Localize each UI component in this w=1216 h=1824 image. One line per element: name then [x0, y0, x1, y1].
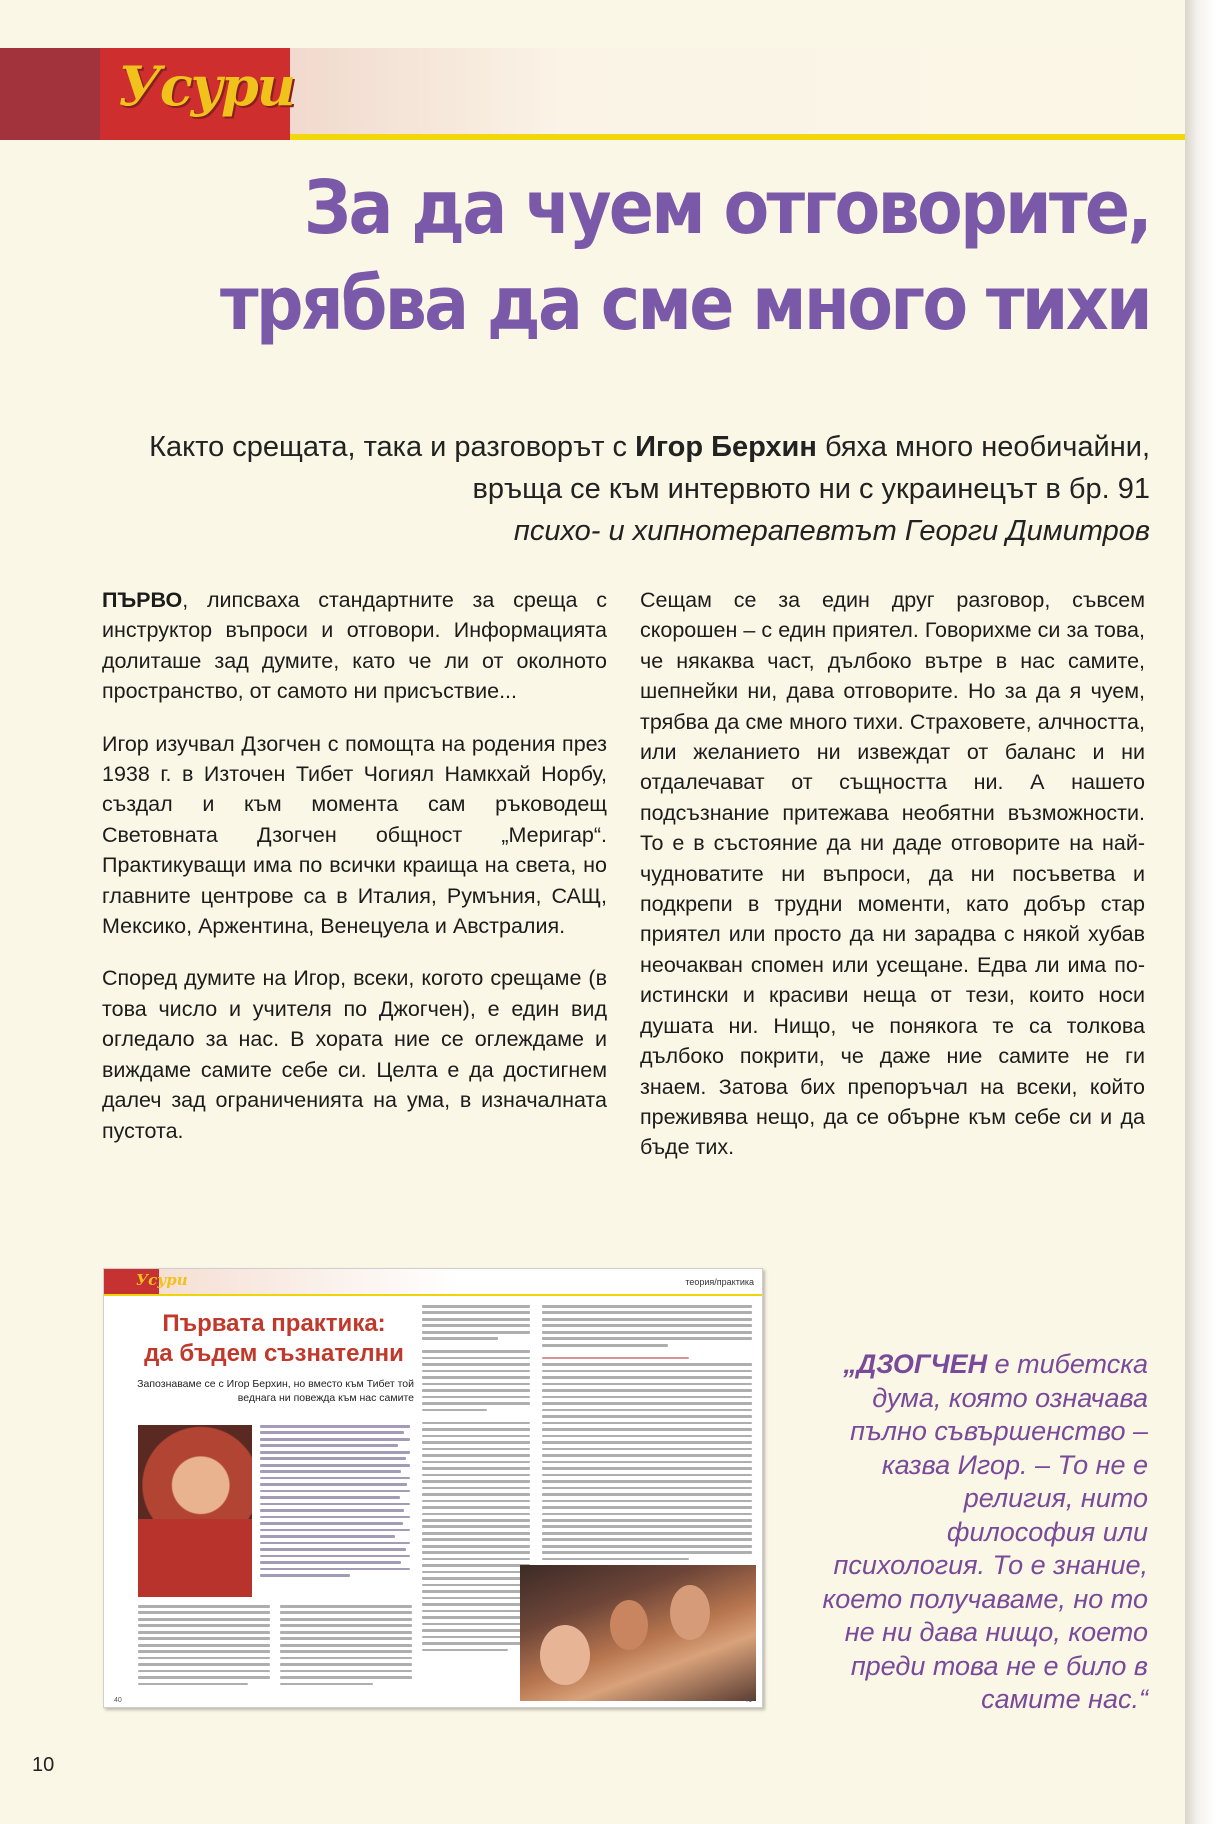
- spread-page-number-right: 41: [744, 1697, 752, 1704]
- paragraph: ПЪРВО, липсваха стандартните за среща с инструктор въпроси и отговори. Информацията долиташе зад думите, като че ли от околното пространство, от самото ни присъствие...: [102, 588, 607, 704]
- body-column-right: [640, 585, 1145, 1185]
- pull-quote: „ДЗОГЧЕН е тибетска дума, която означава пълно съвършенство – казва Игор. – То не е религия, нито философия или психология. То е знание, което получаваме, но то не ни дава нищо, което преди това не е било в самите нас.“: [822, 1349, 1148, 1714]
- group-photo: [520, 1565, 756, 1701]
- subtitle-author: психо- и хипнотерапевтът Георги Димитров: [513, 515, 1150, 547]
- spread-header-bar: [104, 1269, 762, 1295]
- embedded-magazine-spread-image: [103, 1268, 763, 1708]
- page-number: 10: [32, 1754, 55, 1776]
- paragraph: Според думите на Игор, всеки, когото срещаме (в това число и учителя по Джогчен), е един вид огледало за нас. В хората ние се оглеждаме и виждаме самите себе си. Целта е да достигнем далеч зад ограниченията на ума, в изначалната пустота.: [102, 966, 607, 1143]
- spread-section-tag: теория/практика: [685, 1277, 754, 1287]
- article-subtitle: Както срещата, така и разговорът с Игор Берхин бяха много необичайни, връща се към интервюто ни с украинецът в бр. 91 психо- и хипнотерапевтът Георги Димитров: [149, 431, 1150, 547]
- title-line-1: За да чуем отговорите,: [303, 165, 1150, 251]
- article-title: [205, 160, 1150, 352]
- page-edge: [1185, 0, 1216, 1824]
- section-logo: Усури: [118, 54, 295, 118]
- subtitle-name: Игор Берхин: [635, 431, 817, 463]
- spread-subtitle: Запознаваме се с Игор Берхин, но вместо към Тибет той веднага ни повежда към нас самите: [137, 1378, 414, 1404]
- spread-logo: Усури: [136, 1271, 188, 1289]
- body-column-left: [102, 585, 607, 1168]
- title-line-2: трябва да сме много тихи: [219, 261, 1150, 347]
- spread-title: Първата практика: да бъдем съзнателни: [144, 1310, 404, 1367]
- spread-column: [542, 1305, 752, 1555]
- paragraph: Игор изучвал Дзогчен с помощта на родения през 1938 г. в Източен Тибет Чогиял Намкхай Норбу, създал и към момента сам ръководещ Световната Дзогчен общност „Меригар“. Практикуващи има по всички краища на света, но главните центрове са в Италия, Румъния, САЩ, Мексико, Аржентина, Венецуела и Австралия.: [102, 731, 607, 939]
- paragraph: Сещам се за един друг разговор, съвсем скорошен – с един приятел. Говорихме си за това, че някаква част, дълбоко вътре в нас самите, шепнейки ни, дава отговорите. Но за да я чуем, трябва да сме много тихи. Страховете, алчността, или желанието ни извеждат от баланс и ни отдалечават от същността ни. А нашето подсъзнание притежава необятни възможности. То е в състояние да ни даде отговорите на най-чудноватите ни въпроси, да ни посъветва и подкрепи в трудни моменти, като добър стар приятел или просто да ни зарадва с някой хубав неочакван спомен или усещане. Едва ли има по-истински и красиви неща от тези, които носи душата ни. Нищо, че понякога те са толкова дълбоко покрити, че даже ние самите не ги знаем. Затова бих препоръчал на всеки, който преживява нещо, да се обърне към себе си и да бъде тих.: [640, 588, 1145, 1160]
- section-header-bar: [0, 48, 1185, 140]
- spread-lead-text: [260, 1425, 410, 1597]
- spread-page-number-left: 40: [114, 1697, 122, 1704]
- spread-column: [422, 1305, 530, 1635]
- spread-body-text: [138, 1605, 412, 1695]
- portrait-shirt: [138, 1519, 252, 1597]
